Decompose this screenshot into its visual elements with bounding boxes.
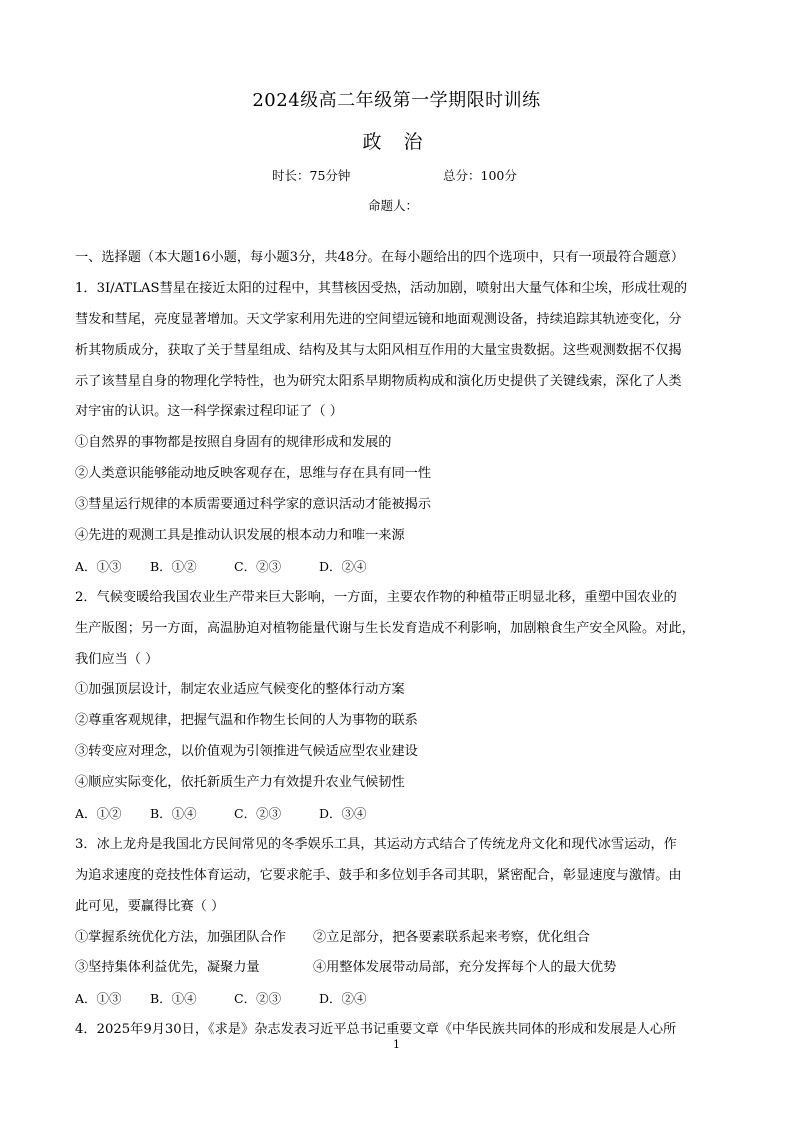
statement: ①掌握系统优化方法，加强团队合作 [75,929,286,945]
answer-choices [75,984,725,1015]
total-score-label: 总分：100分 [443,168,517,183]
statement: ④顺应实际变化，依托新质生产力有效提升农业气候韧性 [75,775,405,791]
statement-pair [75,923,725,954]
question-stem-line: 彗发和彗尾，亮度显著增加。天文学家利用先进的空间望远镜和地面观测设备，持续追踪其轨迹变化，分 [75,311,682,327]
statement: ③转变应对理念，以价值观为引领推进气候适应型农业建设 [75,744,418,760]
setter-label: 命题人： [368,198,419,213]
statement: ③坚持集体利益优先，凝聚力量 [75,960,260,976]
choice-a: A．①③ [75,991,122,1007]
question-stem-line: 3．冰上龙舟是我国北方民间常见的冬季娱乐工具，其运动方式结合了传统龙舟文化和现代冰雪运动，作 [75,836,677,852]
section-heading: 一、选择题（本大题16小题，每小题3分，共48分。在每小题给出的四个选项中，只有一项最符合题意） [75,250,685,265]
choice-a: A．①③ [75,558,122,574]
exam-body [75,243,725,1046]
statement-pair [75,953,725,984]
statement: ①加强顶层设计，制定农业适应气候变化的整体行动方案 [75,682,405,698]
choice-c: C．②③ [234,806,282,822]
choice-d: D．②④ [319,558,367,574]
question-stem-line: 2．气候变暖给我国农业生产带来巨大影响，一方面，主要农作物的种植带正明显北移，重塑中国农业的 [75,589,677,605]
statement: ③彗星运行规律的本质需要通过科学家的意识活动才能被揭示 [75,497,432,513]
choice-d: D．②④ [319,991,367,1007]
choice-a: A．①② [75,806,122,822]
question-stem-line: 1．3I/ATLAS彗星在接近太阳的过程中，其彗核因受热，活动加剧，喷射出大量气体和尘埃，形成壮观的 [75,280,688,296]
question-stem-line: 示了该彗星自身的物理化学特性，也为研究太阳系早期物质构成和演化历史提供了关键线索，深化了人类 [75,373,682,389]
subject-title: 政 治 [362,131,431,153]
question-stem-line: 生产版图；另一方面，高温胁迫对植物能量代谢与生长发育造成不利影响，加剧粮食生产安全风险。对此， [75,620,695,636]
choice-b: B．①④ [150,991,197,1007]
statement: ④先进的观测工具是推动认识发展的根本动力和唯一来源 [75,528,405,544]
answer-choices [75,552,725,583]
statement: ②人类意识能够能动地反映客观存在，思维与存在具有同一性 [75,466,432,482]
choice-c: C．②③ [234,558,282,574]
question-stem-line: 此可见，要赢得比赛（ ） [75,898,225,914]
statement: ②立足部分，把各要素联系起来考察，优化组合 [313,929,590,945]
duration-label: 时长：75分钟 [272,168,351,183]
page-title: 2024级高二年级第一学期限时训练 [252,90,541,111]
choice-d: D．③④ [319,806,367,822]
page-number: 1 [393,1038,400,1051]
question-stem-line: 析其物质成分，获取了关于彗星组成、结构及其与太阳风相互作用的大量宝贵数据。这些观测数据不仅揭 [75,342,682,358]
statement: ①自然界的事物都是按照自身固有的规律形成和发展的 [75,435,392,451]
choice-c: C．②③ [234,991,282,1007]
choice-b: B．①④ [150,806,197,822]
choice-b: B．①② [150,558,197,574]
answer-choices [75,799,725,830]
question-stem-line: 对宇宙的认识。这一科学探索过程印证了（ ） [75,404,343,420]
question-stem-line: 4．2025年9月30日，《求是》杂志发表习近平总书记重要文章《中华民族共同体的形成和发展是人心所 [75,1022,677,1038]
question-stem-line: 为追求速度的竞技性体育运动，它要求舵手、鼓手和多位划手各司其职，紧密配合，彰显速度与激情。由 [75,867,682,883]
question-stem-line: 我们应当（ ） [75,651,159,667]
statement: ②尊重客观规律，把握气温和作物生长间的人为事物的联系 [75,713,418,729]
statement: ④用整体发展带动局部，充分发挥每个人的最大优势 [313,960,617,976]
